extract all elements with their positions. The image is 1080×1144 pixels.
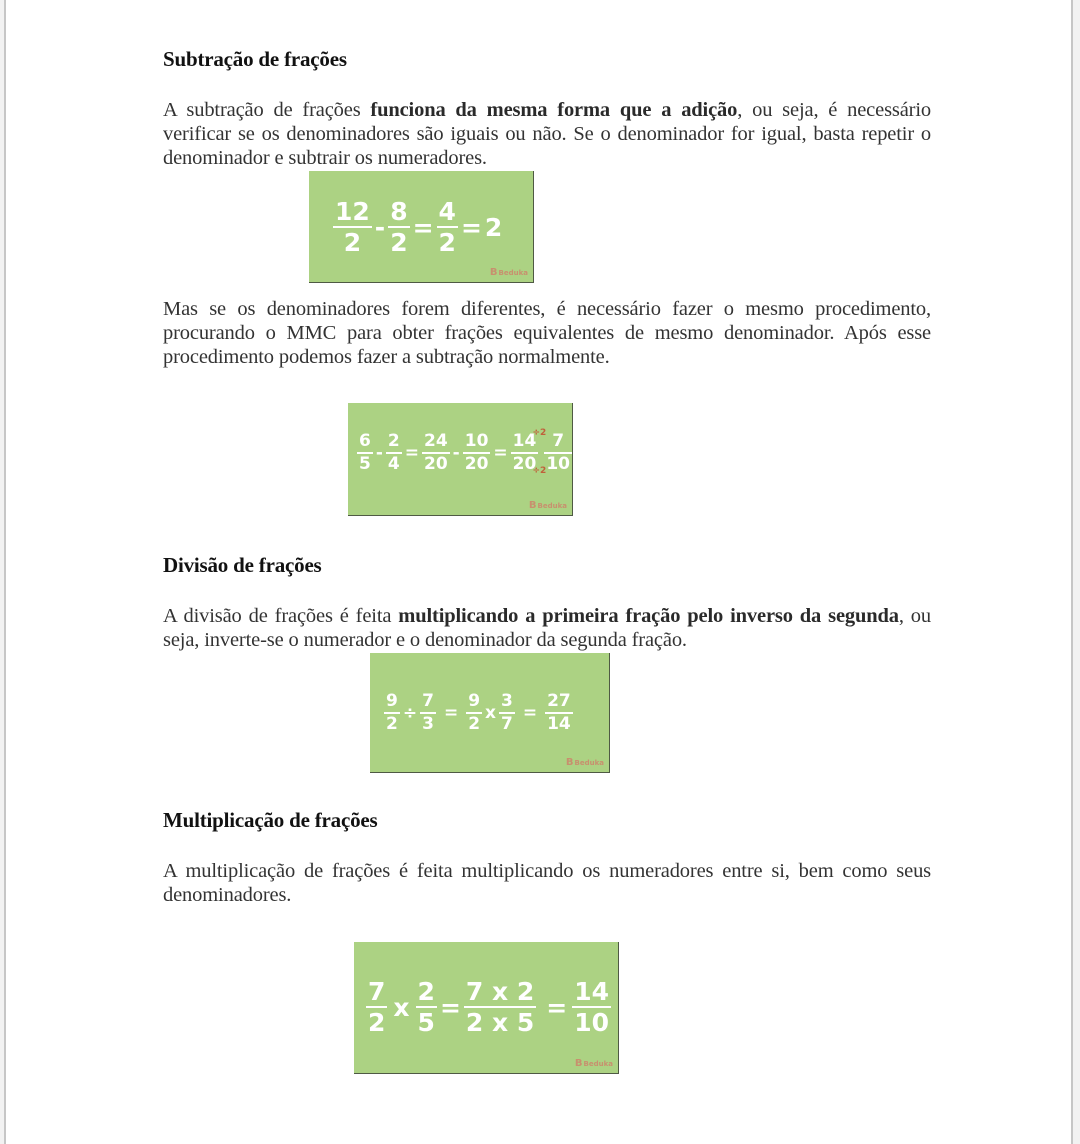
bold-text: multiplicando a primeira fração pelo inverso da segunda	[398, 605, 899, 627]
equation	[357, 428, 572, 476]
logo-icon: B	[528, 500, 537, 511]
fraction: $\frac{9}{2}$	[386, 691, 398, 734]
operator: =	[412, 212, 434, 242]
operator: =	[460, 212, 482, 242]
bold-text: funciona da mesma forma que a adição	[370, 99, 738, 121]
fraction: $\frac{27}{14}$	[547, 691, 571, 734]
operator: ÷	[402, 703, 418, 723]
fraction: 14 20 ÷2 ÷2	[512, 428, 547, 476]
heading-multiplicacao: Multiplicação de frações	[163, 808, 378, 832]
paragraph-subtracao-mmc: Mas se os denominadores forem diferentes, é necessário fazer o mesmo procedimento, procurando o MMC para obter frações equivalentes de mesmo denominador. Após esse procedimento podemos fazer a subtração normalmente.	[163, 298, 931, 368]
simplify-note-bottom: ÷2	[532, 466, 547, 476]
fraction: $\frac{24}{20}$	[424, 431, 448, 474]
operator: =	[546, 992, 568, 1022]
equation	[384, 693, 573, 733]
text: A subtração de frações	[163, 99, 371, 121]
paragraph-multiplicacao: A multiplicação de frações é feita multiplicando os numeradores entre si, bem como seus denominadores.	[163, 860, 931, 906]
fraction: $\frac{7 x 2}{2 x 5}$	[465, 977, 535, 1037]
fraction: $\frac{4}{2}$	[438, 197, 456, 257]
operator: -	[374, 212, 386, 242]
beduka-logo: B Beduka	[565, 757, 604, 768]
heading-subtracao: Subtração de frações	[163, 47, 347, 71]
figure-subtracao-same-denominator	[309, 171, 534, 283]
fraction: $\frac{9}{2}$	[468, 691, 481, 734]
fraction: $\frac{12}{2}$	[335, 197, 370, 257]
operator: x	[393, 992, 410, 1022]
fraction: $\frac{2}{4}$	[387, 431, 400, 474]
text: , ou seja, inverte-se o numerador e o denominador da segunda fração.	[163, 605, 932, 651]
operator: =	[404, 443, 419, 463]
beduka-logo: B Beduka	[489, 267, 528, 278]
fraction: $\frac{7}{10}$	[546, 431, 570, 474]
equation	[366, 979, 611, 1035]
operator: =	[439, 992, 461, 1022]
fraction: $\frac{8}{2}$	[390, 197, 408, 257]
operator: =	[443, 703, 459, 723]
operator: =	[493, 443, 508, 463]
figure-multiplicacao	[354, 942, 619, 1074]
fraction: $\frac{14}{10}$	[574, 977, 609, 1037]
text: , ou seja, é necessário verificar se os denominadores são iguais ou não. Se o denominador for igual, basta repetir o denominador e subtrair os numeradores.	[163, 99, 932, 169]
beduka-logo: B Beduka	[528, 500, 567, 511]
fraction: $\frac{2}{5}$	[417, 977, 435, 1037]
operator: -	[375, 443, 383, 463]
fraction: $\frac{7}{2}$	[368, 977, 386, 1037]
document-page	[4, 0, 1073, 1144]
fraction: $\frac{10}{20}$	[464, 431, 489, 474]
operator: =	[522, 703, 538, 723]
simplify-note-top: ÷2	[532, 428, 547, 438]
equation	[333, 199, 502, 255]
operator: -	[452, 443, 460, 463]
result-value: 2	[484, 212, 503, 242]
beduka-logo: B Beduka	[574, 1058, 613, 1069]
fraction: $\frac{7}{3}$	[422, 691, 434, 734]
logo-icon: B	[565, 757, 574, 768]
paragraph-divisao	[163, 604, 931, 652]
logo-icon: B	[489, 267, 498, 278]
text: A divisão de frações é feita	[163, 605, 399, 627]
paragraph-subtracao-intro	[163, 98, 931, 170]
figure-divisao	[370, 653, 610, 773]
fraction: $\frac{6}{5}$	[359, 431, 371, 474]
operator: x	[485, 703, 496, 723]
logo-icon: B	[574, 1058, 583, 1069]
figure-subtracao-different-denominator	[348, 403, 573, 516]
heading-divisao: Divisão de frações	[163, 553, 322, 577]
fraction: $\frac{3}{7}$	[501, 691, 513, 734]
